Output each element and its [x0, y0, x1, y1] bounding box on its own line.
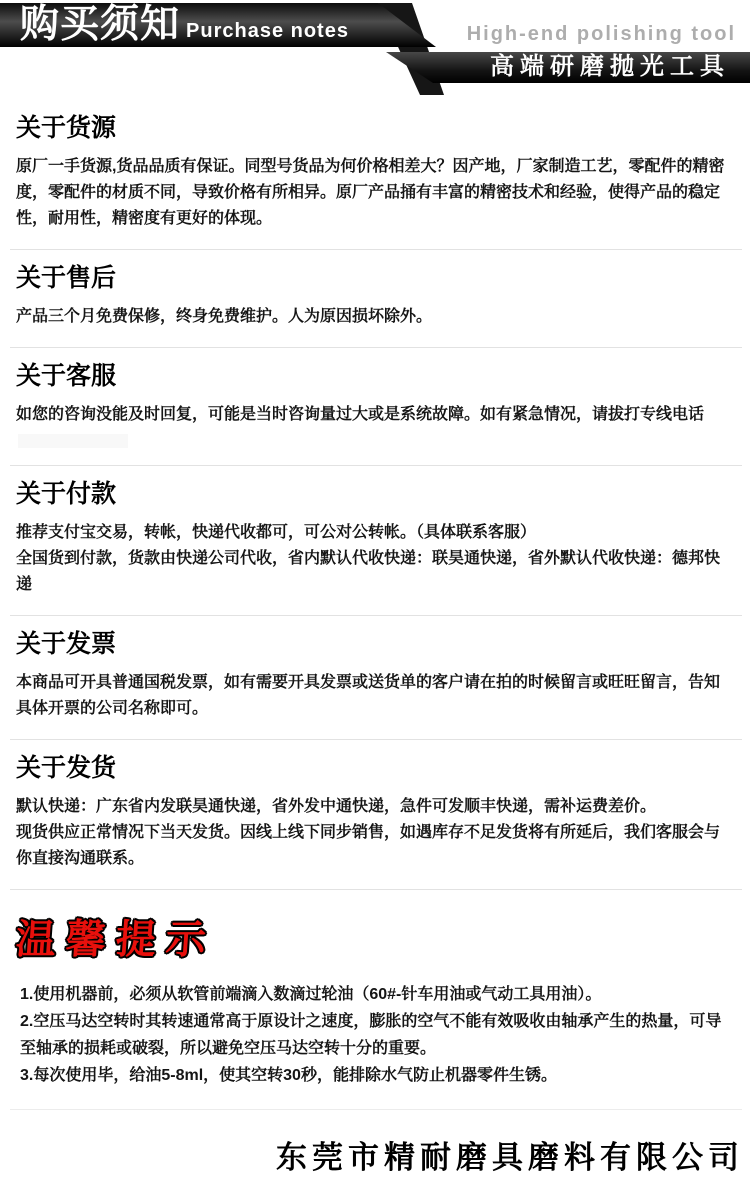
warm-notice-list: [20, 981, 734, 1089]
section-supply: [16, 114, 734, 250]
purchase-notes-content: [0, 114, 750, 890]
section-customer-service: [16, 362, 734, 466]
page-title-cn: 购买须知: [20, 3, 181, 46]
warm-notice-title: 温馨提示: [14, 918, 218, 962]
tagline-cn: 高端研磨抛光工具: [490, 54, 730, 80]
notice-item-2: 2.空压马达空转时其转速通常高于原设计之速度，膨胀的空气不能有效吸收由轴承产生的热量，可导至轴承的损耗或破裂，所以避免空压马达空转十分的重要。: [20, 1013, 722, 1057]
section-divider: [10, 465, 742, 466]
section-body-shipping-1: 默认快递：广东省内发联昊通快递，省外发中通快递，急件可发顺丰快递，需补运费差价。: [16, 798, 657, 815]
section-body-after-sales: 产品三个月免费保修，终身免费维护。人为原因损坏除外。: [16, 308, 433, 325]
section-body-payment-1: 推荐支付宝交易，转帐，快递代收都可，可公对公转帐。（具体联系客服）: [16, 524, 537, 541]
section-body-invoice: 本商品可开具普通国税发票，如有需要开具发票或送货单的客户请在拍的时候留言或旺旺留言，告知具体开票的公司名称即可。: [16, 674, 721, 717]
section-body-supply: 原厂一手货源,货品品质有保证。同型号货品为何价格相差大？因产地，厂家制造工艺，零配件的精密度，零配件的材质不同，导致价格有所相异。原厂产品捅有丰富的精密技术和经验，使得产品的稳定性，耐用性，精密度有更好的体现。: [16, 158, 725, 227]
section-divider: [10, 249, 742, 250]
notice-item-3: 3.每次使用毕，给油5-8ml，使其空转30秒，能排除水气防止机器零件生锈。: [20, 1067, 557, 1084]
section-body-shipping-2: 现货供应正常情况下当天发货。因线上线下同步销售，如遇库存不足发货将有所延后，我们客服会与你直接沟通联系。: [16, 824, 721, 867]
section-body-payment-2: 全国货到付款，货款由快递公司代收，省内默认代收快递：联昊通快递，省外默认代收快递：德邦快递: [16, 550, 721, 593]
section-title-after-sales: 关于售后: [16, 264, 117, 292]
section-body-customer-service: 如您的咨询没能及时回复，可能是当时咨询量过大或是系统故障。如有紧急情况，请拔打专线电话: [16, 406, 705, 423]
section-title-supply: 关于货源: [16, 114, 117, 142]
section-divider: [10, 739, 742, 740]
redacted-phone-block: [18, 434, 128, 448]
section-title-shipping: 关于发货: [16, 754, 117, 782]
footer-divider: [10, 1109, 742, 1110]
section-title-customer-service: 关于客服: [16, 362, 117, 390]
section-title-payment: 关于付款: [16, 480, 117, 508]
company-name: 东莞市精耐磨具磨料有限公司: [276, 1140, 744, 1175]
section-invoice: [16, 630, 734, 740]
tagline-en: High-end polishing tool: [466, 23, 736, 45]
notice-item-1: 1.使用机器前，必须从软管前端滴入数滴过轮油（60#-针车用油或气动工具用油）。: [20, 986, 602, 1003]
section-shipping: [16, 754, 734, 890]
section-divider: [10, 615, 742, 616]
section-title-invoice: 关于发票: [16, 630, 117, 658]
page-title-en: Purchase notes: [186, 20, 349, 42]
section-after-sales: [16, 264, 734, 348]
warm-notice: [0, 890, 750, 1089]
section-payment: [16, 480, 734, 616]
page-header: [0, 0, 750, 100]
banner-title: [20, 2, 349, 48]
section-divider: [10, 347, 742, 348]
